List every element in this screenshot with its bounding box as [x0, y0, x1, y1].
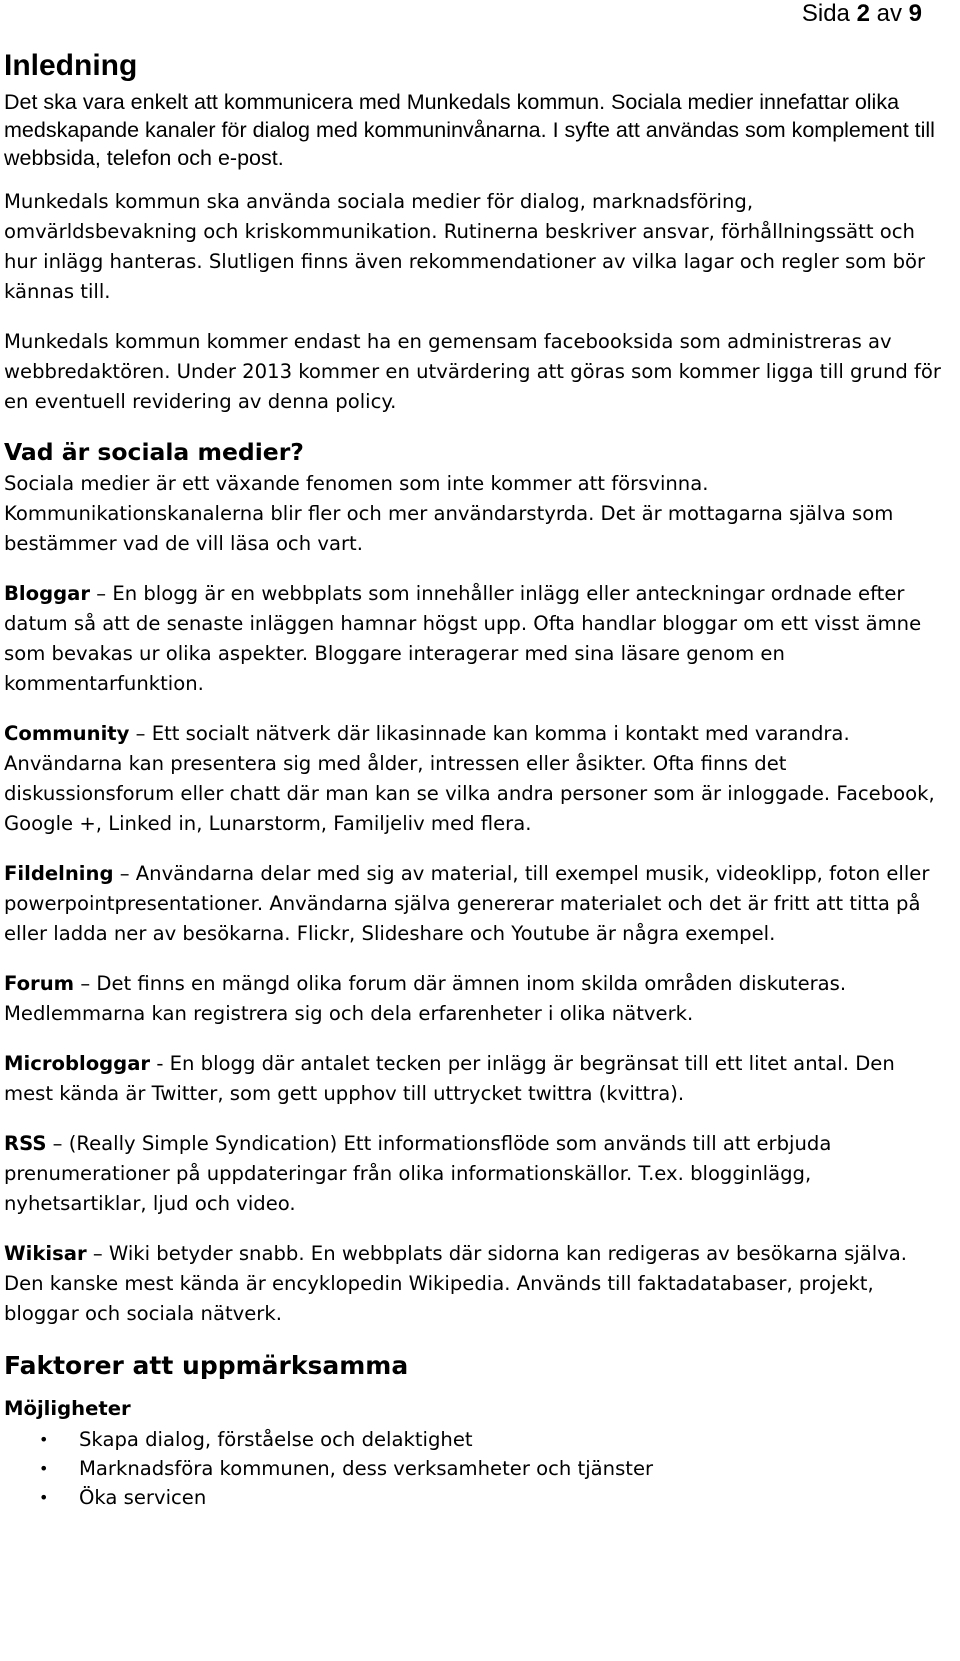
intro-paragraph-2: Munkedals kommun ska använda sociala medier för dialog, marknadsföring, omvärldsbevakning och kriskommunikation. Rutinerna beskriver ansvar, förhållningssätt och hur inlägg hanteras. Slutligen finns även rekommendationer av vilka lagar och regler som bör kännas till.: [4, 190, 926, 303]
page-current: 2: [856, 0, 870, 27]
definition-term: Microbloggar: [4, 1052, 151, 1075]
list-item: [39, 1425, 944, 1454]
page-separator: av: [876, 0, 902, 27]
list-item: [39, 1483, 944, 1512]
definition-text: Wiki betyder snabb. En webbplats där sidorna kan redigeras av besökarna själva. Den kanske mest kända är encyklopedin Wikipedia. Används till faktadatabaser, projekt, bloggar och sociala nätverk.: [4, 1242, 908, 1325]
page-prefix: Sida: [801, 0, 850, 27]
definition-community: [4, 719, 944, 839]
definition-separator: –: [90, 582, 113, 605]
definition-separator: –: [86, 1242, 109, 1265]
definition-text: Det finns en mängd olika forum där ämnen inom skilda områden diskuteras. Medlemmarna kan registrera sig och dela erfarenheter i olika nätverk.: [4, 972, 847, 1025]
bullet-icon: •: [39, 1430, 49, 1449]
possibilities-subheading: Möjligheter: [4, 1397, 131, 1420]
bullet-icon: •: [39, 1488, 49, 1507]
intro-heading: Inledning: [4, 49, 138, 82]
list-item-text: Öka servicen: [79, 1486, 207, 1509]
bullet-icon: •: [39, 1459, 49, 1478]
definition-fildelning: [4, 859, 944, 949]
definition-separator: –: [46, 1132, 69, 1155]
document-body: [4, 48, 944, 1512]
definition-term: Forum: [4, 972, 75, 995]
list-item-text: Marknadsföra kommunen, dess verksamheter och tjänster: [79, 1457, 654, 1480]
definition-term: Community: [4, 722, 130, 745]
definition-separator: –: [113, 862, 136, 885]
intro-paragraph-1: Det ska vara enkelt att kommunicera med Munkedals kommun. Sociala medier innefattar olika medskapande kanaler för dialog med kommuninvånarna. I syfte att användas som komplement till webbsida, telefon och e-post.: [4, 90, 935, 170]
definition-term: RSS: [4, 1132, 47, 1155]
possibilities-list: [4, 1425, 944, 1512]
definition-separator: –: [74, 972, 97, 995]
list-item-text: Skapa dialog, förståelse och delaktighet: [79, 1428, 473, 1451]
definition-text: (Really Simple Syndication) Ett informationsflöde som används till att erbjuda prenumerationer på uppdateringar från olika informationskällor. T.ex. blogginlägg, nyhetsartiklar, ljud och video.: [4, 1132, 832, 1215]
page-total: 9: [908, 0, 922, 27]
definition-text: En blogg där antalet tecken per inlägg är begränsat till ett litet antal. Den mest kända är Twitter, som gett upphov till uttrycket twittra (kvittra).: [4, 1052, 895, 1105]
intro-paragraph-3: Munkedals kommun kommer endast ha en gemensam facebooksida som administreras av webbredaktören. Under 2013 kommer en utvärdering att göras som kommer ligga till grund för en eventuell revidering av denna policy.: [4, 330, 941, 413]
definition-term: Fildelning: [4, 862, 114, 885]
definition-rss: [4, 1129, 944, 1219]
definition-separator: –: [129, 722, 152, 745]
definition-microbloggar: [4, 1049, 944, 1109]
definition-separator: -: [150, 1052, 170, 1075]
what-heading: Vad är sociala medier?: [4, 438, 304, 466]
definition-wikisar: [4, 1239, 944, 1329]
list-item: [39, 1454, 944, 1483]
definition-text: En blogg är en webbplats som innehåller inlägg eller anteckningar ordnade efter datum så att de senaste inläggen hamnar högst upp. Ofta handlar bloggar om ett visst ämne som bevakas ur olika aspekter. Bloggare interagerar med sina läsare genom en kommentarfunktion.: [4, 582, 922, 695]
definition-bloggar: [4, 579, 944, 699]
definition-term: Wikisar: [4, 1242, 87, 1265]
page-number: [802, 0, 922, 28]
definition-text: Ett socialt nätverk där likasinnade kan komma i kontakt med varandra. Användarna kan presentera sig med ålder, intressen eller åsikter. Ofta finns det diskussionsforum eller chatt där man kan se vilka andra personer som är inloggade. Facebook, Google +, Linked in, Lunarstorm, Familjeliv med flera.: [4, 722, 935, 835]
definition-term: Bloggar: [4, 582, 91, 605]
what-paragraph: Sociala medier är ett växande fenomen som inte kommer att försvinna. Kommunikationskanalerna blir fler och mer användarstyrda. Det är mottagarna själva som bestämmer vad de vill läsa och vart.: [4, 472, 894, 555]
factors-heading: Faktorer att uppmärksamma: [4, 1351, 409, 1380]
definition-forum: [4, 969, 944, 1029]
definition-text: Användarna delar med sig av material, till exempel musik, videoklipp, foton eller powerpointpresentationer. Användarna själva genererar materialet och det är fritt att titta på eller ladda ner av besökarna. Flickr, Slideshare och Youtube är några exempel.: [4, 862, 930, 945]
